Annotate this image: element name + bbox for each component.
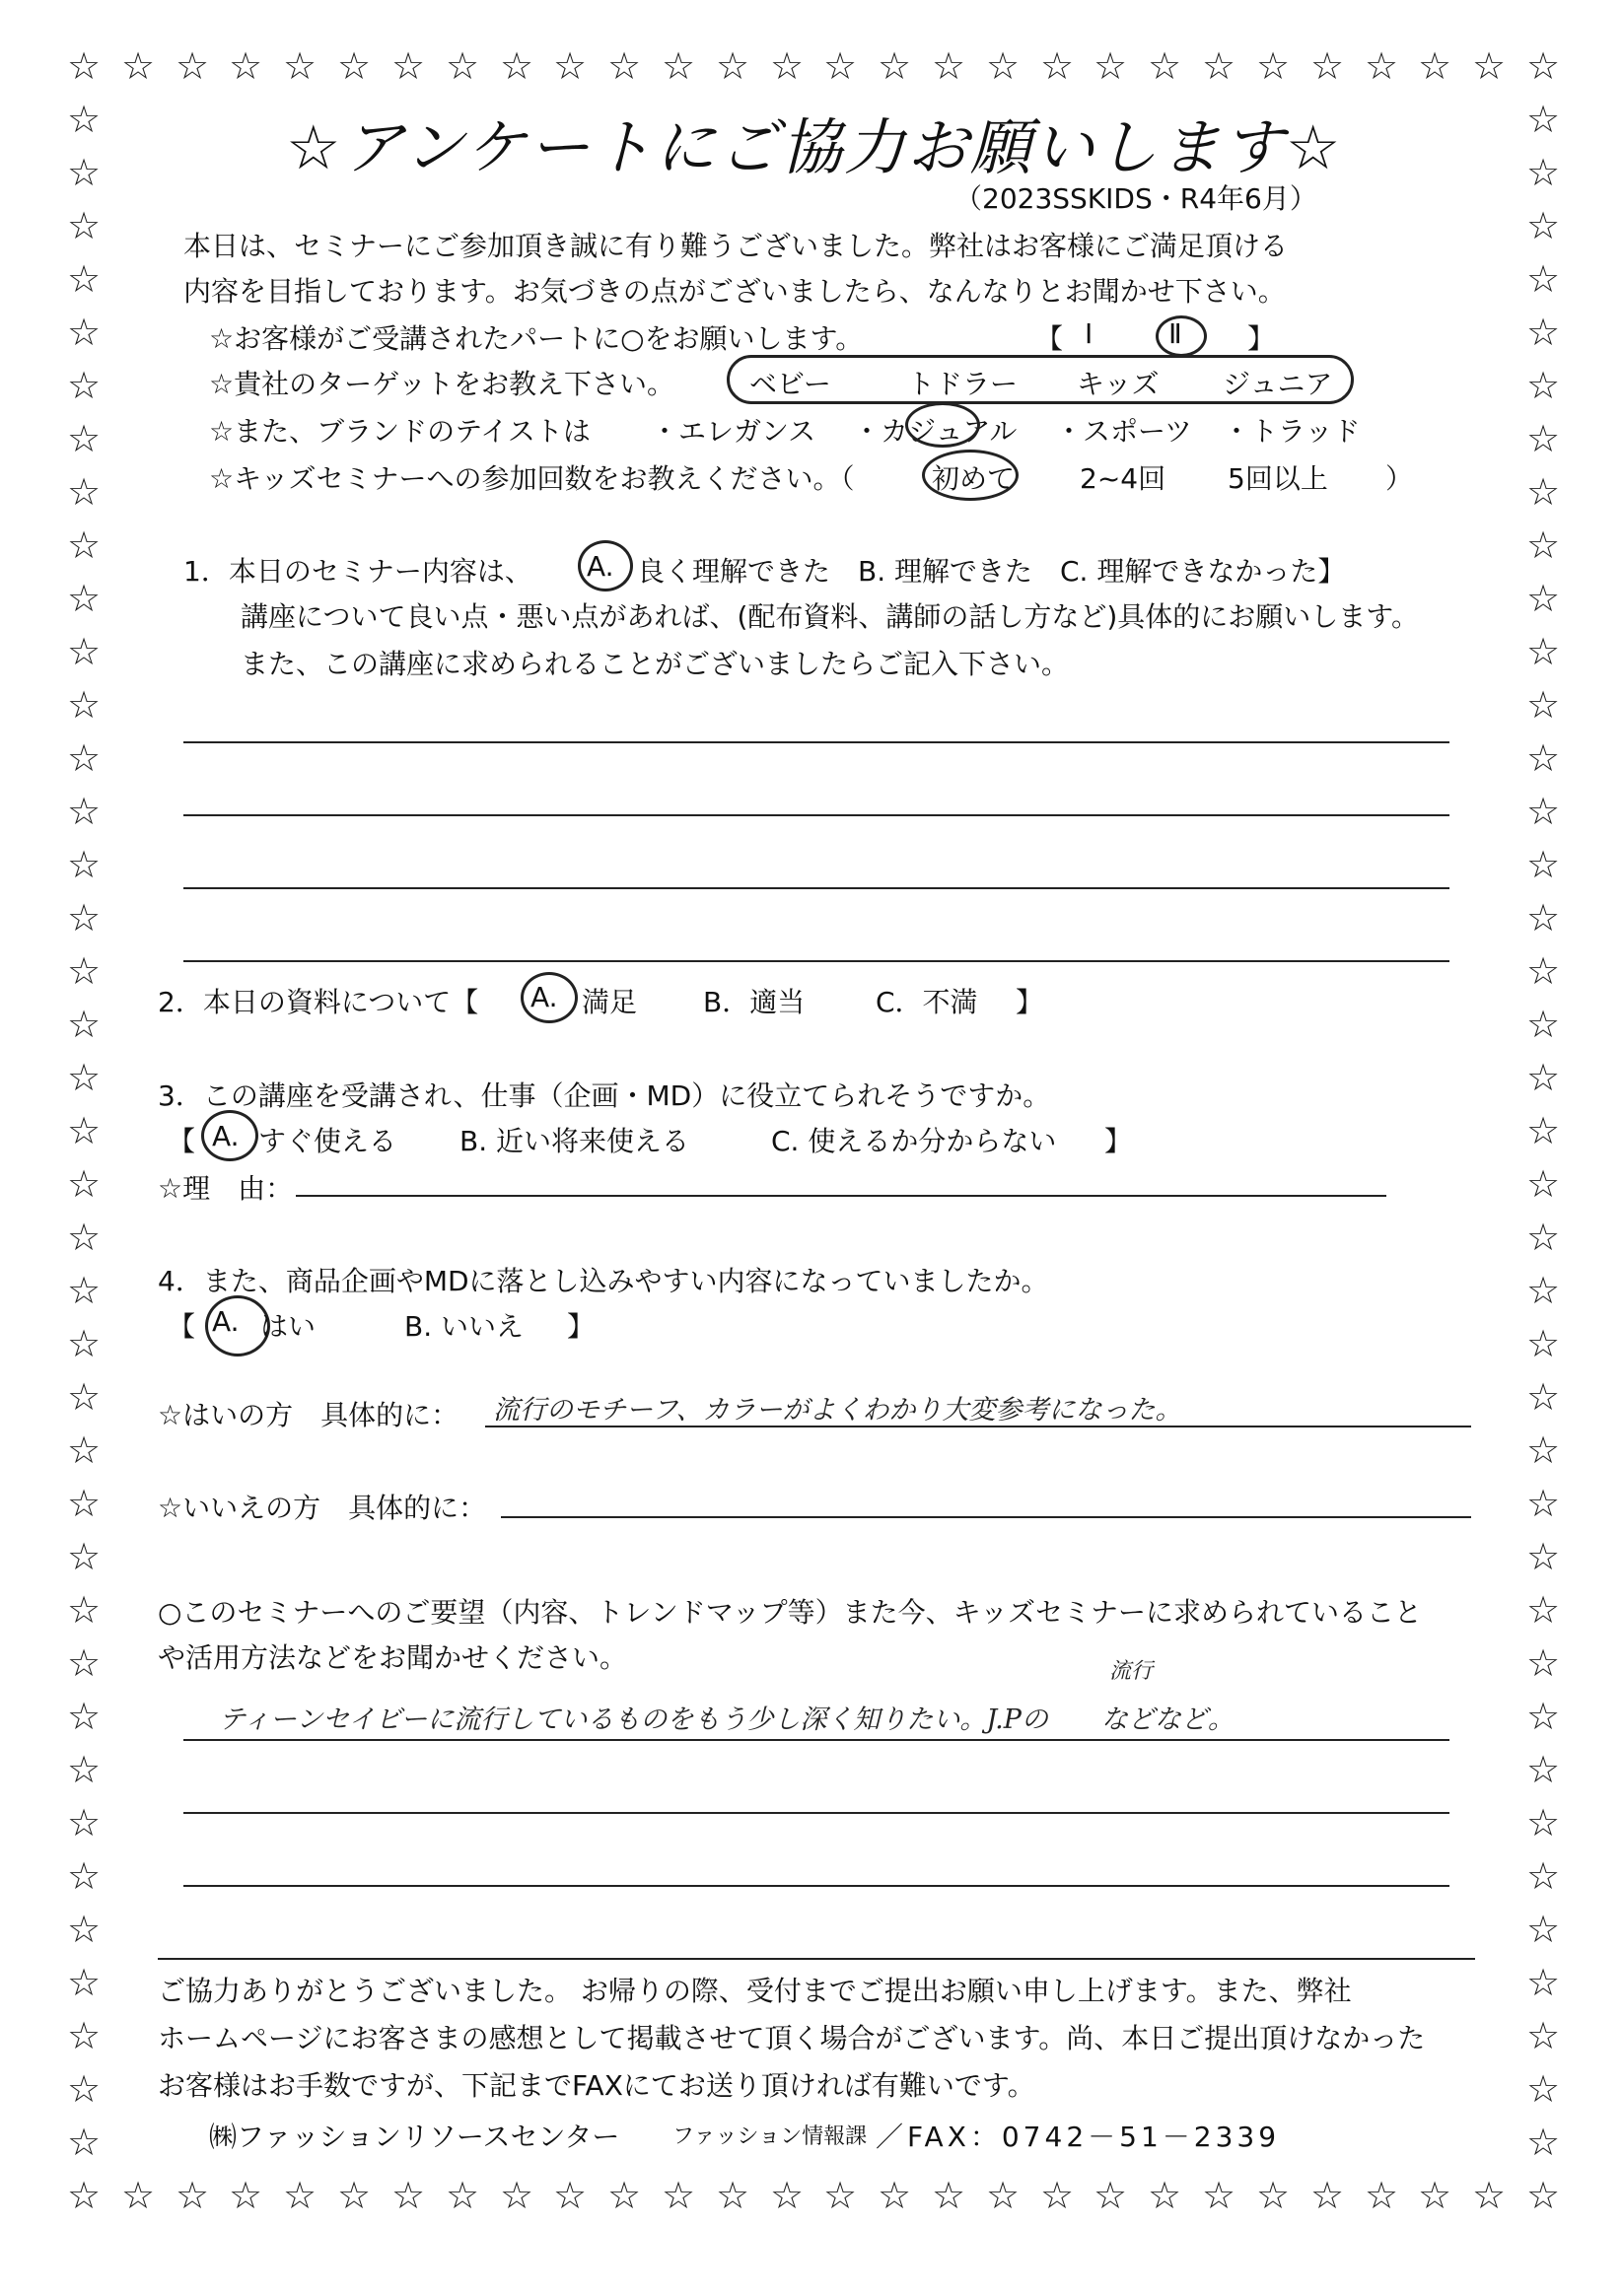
- border-star-icon: ☆: [67, 577, 102, 620]
- q4-yes-answer: 流行のモチーフ、カラーがよくわかり大変参考になった。: [493, 1395, 1182, 1426]
- request-line-c[interactable]: [183, 1885, 1449, 1887]
- border-star-icon: ☆: [932, 44, 966, 88]
- border-star-icon: ☆: [391, 2174, 426, 2217]
- border-star-icon: ☆: [1526, 2067, 1561, 2111]
- q4-close: 】: [567, 1310, 596, 1343]
- q4-option-a-label: はい: [260, 1310, 317, 1343]
- border-star-icon: ☆: [67, 790, 102, 833]
- part-option-2-circle: [1156, 315, 1207, 357]
- q1-answer-line-1[interactable]: [183, 741, 1449, 743]
- border-star-icon: ☆: [67, 364, 102, 407]
- border-star-icon: ☆: [1526, 843, 1561, 886]
- border-star-icon: ☆: [662, 44, 696, 88]
- q2-option-a[interactable]: A.: [530, 981, 558, 1013]
- part-bracket-close: 】: [1247, 322, 1276, 355]
- q4-yes-label: ☆はいの方 具体的に：: [158, 1399, 459, 1431]
- border-star-icon: ☆: [1526, 1695, 1561, 1738]
- border-star-icon: ☆: [1526, 1269, 1561, 1312]
- border-star-icon: ☆: [716, 44, 750, 88]
- border-star-icon: ☆: [1526, 1641, 1561, 1685]
- border-star-icon: ☆: [67, 2014, 102, 2057]
- border-star-icon: ☆: [67, 896, 102, 939]
- border-star-icon: ☆: [986, 44, 1021, 88]
- q4-open: 【: [168, 1310, 196, 1343]
- request-line-b[interactable]: [183, 1812, 1449, 1814]
- request-answer-note: 流行: [1109, 1659, 1154, 1684]
- border-star-icon: ☆: [607, 2174, 642, 2217]
- closing-divider: [158, 1958, 1475, 1960]
- border-star-icon: ☆: [67, 311, 102, 354]
- part-question-label: ☆お客様がご受講されたパートに○をお願いします。: [209, 322, 864, 355]
- q3-option-a-label: すぐ使える: [258, 1125, 397, 1157]
- border-star-icon: ☆: [446, 2174, 480, 2217]
- border-star-icon: ☆: [1526, 364, 1561, 407]
- border-star-icon: ☆: [1040, 44, 1075, 88]
- q4-option-a[interactable]: A.: [212, 1305, 240, 1338]
- border-star-icon: ☆: [67, 630, 102, 673]
- border-star-icon: ☆: [1094, 44, 1128, 88]
- border-star-icon: ☆: [823, 2174, 858, 2217]
- border-star-icon: ☆: [986, 2174, 1021, 2217]
- border-star-icon: ☆: [1526, 257, 1561, 301]
- border-star-icon: ☆: [67, 470, 102, 514]
- border-star-icon: ☆: [67, 1801, 102, 1844]
- border-star-icon: ☆: [1526, 1588, 1561, 1632]
- border-star-icon: ☆: [1472, 44, 1507, 88]
- footer-dept: ファッション情報課: [672, 2124, 868, 2149]
- page-title: ☆アンケートにご協力お願いします☆: [286, 111, 1343, 183]
- count-question-label: ☆キッズセミナーへの参加回数をお教えください。（: [209, 462, 855, 495]
- request-line-a[interactable]: [183, 1739, 1449, 1741]
- border-star-icon: ☆: [391, 44, 426, 88]
- q3-reason-line[interactable]: [296, 1195, 1386, 1197]
- border-star-icon: ☆: [1526, 577, 1561, 620]
- border-star-icon: ☆: [67, 1056, 102, 1099]
- border-star-icon: ☆: [1526, 204, 1561, 247]
- q1-answer-line-2[interactable]: [183, 814, 1449, 816]
- border-star-icon: ☆: [1365, 2174, 1399, 2217]
- border-star-icon: ☆: [1202, 2174, 1236, 2217]
- border-star-icon: ☆: [1526, 790, 1561, 833]
- border-star-icon: ☆: [67, 417, 102, 460]
- border-star-icon: ☆: [932, 2174, 966, 2217]
- border-star-icon: ☆: [67, 98, 102, 141]
- border-star-icon: ☆: [67, 151, 102, 194]
- border-star-icon: ☆: [1256, 2174, 1291, 2217]
- border-star-icon: ☆: [67, 843, 102, 886]
- closing-line-2: ホームページにお客さまの感想として掲載させて頂く場合がございます。尚、本日ご提出頂けなかった: [158, 2022, 1426, 2054]
- q3-option-b[interactable]: B. 近い将来使える: [459, 1125, 690, 1157]
- q2-option-c[interactable]: C．不満: [876, 986, 978, 1018]
- border-star-icon: ☆: [878, 2174, 912, 2217]
- border-star-icon: ☆: [67, 1269, 102, 1312]
- count-close: ）: [1385, 462, 1414, 495]
- q1-option-a[interactable]: A.: [587, 550, 614, 583]
- intro-line-1: 本日は、セミナーにご参加頂き誠に有り難うございました。弊社はお客様にご満足頂ける: [183, 230, 1289, 262]
- q3-question: 3．この講座を受講され、仕事（企画・MD）に役立てられそうですか。: [158, 1079, 1051, 1112]
- border-star-icon: ☆: [283, 2174, 318, 2217]
- border-star-icon: ☆: [67, 949, 102, 993]
- taste-question-label: ☆また、ブランドのテイストは: [209, 415, 591, 448]
- target-option-baby[interactable]: ベビー: [749, 368, 831, 400]
- part-option-2[interactable]: Ⅱ: [1168, 317, 1182, 350]
- q2-option-a-circle: [521, 972, 578, 1023]
- border-star-icon: ☆: [67, 1375, 102, 1419]
- border-star-icon: ☆: [67, 736, 102, 780]
- border-star-icon: ☆: [1526, 98, 1561, 141]
- border-star-icon: ☆: [67, 257, 102, 301]
- border-star-icon: ☆: [67, 1961, 102, 2004]
- border-star-icon: ☆: [1365, 44, 1399, 88]
- border-star-icon: ☆: [1526, 470, 1561, 514]
- q4-question: 4．また、商品企画やMDに落とし込みやすい内容になっていましたか。: [158, 1265, 1049, 1297]
- footer-fax: ／FAX：0742－51－2339: [876, 2121, 1281, 2153]
- border-star-icon: ☆: [662, 2174, 696, 2217]
- border-star-icon: ☆: [553, 44, 588, 88]
- border-star-icon: ☆: [67, 1162, 102, 1206]
- border-star-icon: ☆: [121, 44, 156, 88]
- border-star-icon: ☆: [67, 1908, 102, 1951]
- target-question-label: ☆貴社のターゲットをお教え下さい。: [209, 368, 674, 400]
- border-star-icon: ☆: [1418, 2174, 1452, 2217]
- border-star-icon: ☆: [1526, 311, 1561, 354]
- border-star-icon: ☆: [1526, 1535, 1561, 1578]
- border-star-icon: ☆: [67, 1428, 102, 1472]
- part-option-1[interactable]: Ⅰ: [1085, 317, 1094, 350]
- border-star-icon: ☆: [67, 1216, 102, 1259]
- border-star-icon: ☆: [500, 44, 534, 88]
- border-star-icon: ☆: [878, 44, 912, 88]
- border-star-icon: ☆: [1526, 1109, 1561, 1152]
- border-star-icon: ☆: [67, 1854, 102, 1898]
- border-star-icon: ☆: [500, 2174, 534, 2217]
- border-star-icon: ☆: [283, 44, 318, 88]
- q3-option-a-circle: [201, 1110, 258, 1161]
- border-star-icon: ☆: [67, 523, 102, 567]
- count-first-circle: [922, 450, 1019, 501]
- count-option-5plus[interactable]: 5回以上: [1228, 462, 1328, 495]
- border-star-icon: ☆: [121, 2174, 156, 2217]
- q1-options-rest: 良く理解できた B. 理解できた C. 理解できなかった】: [637, 555, 1346, 588]
- taste-option-trad[interactable]: ・トラッド: [1223, 415, 1361, 448]
- target-option-kids[interactable]: キッズ: [1077, 368, 1160, 400]
- q2-prefix: 2．本日の資料について【: [158, 986, 479, 1018]
- border-star-icon: ☆: [1526, 683, 1561, 727]
- border-star-icon: ☆: [553, 2174, 588, 2217]
- request-line-2: や活用方法などをお聞かせください。: [158, 1641, 628, 1674]
- survey-code: （2023SSKIDS・R4年6月）: [954, 182, 1317, 215]
- border-star-icon: ☆: [67, 1535, 102, 1578]
- count-option-first[interactable]: 初めて: [932, 462, 1016, 495]
- q3-option-a[interactable]: A.: [212, 1120, 240, 1152]
- q2-option-b[interactable]: B．適当: [703, 986, 806, 1018]
- border-star-icon: ☆: [1526, 1961, 1561, 2004]
- q1-prefix: 1．本日のセミナー内容は、: [183, 555, 532, 588]
- border-star-icon: ☆: [1526, 44, 1561, 88]
- border-star-icon: ☆: [1472, 2174, 1507, 2217]
- border-star-icon: ☆: [1202, 44, 1236, 88]
- border-star-icon: ☆: [1526, 1375, 1561, 1419]
- border-star-icon: ☆: [1526, 523, 1561, 567]
- border-star-icon: ☆: [67, 683, 102, 727]
- border-star-icon: ☆: [67, 1641, 102, 1685]
- border-star-icon: ☆: [1040, 2174, 1075, 2217]
- border-star-icon: ☆: [1526, 1162, 1561, 1206]
- taste-option-casual[interactable]: ・カジュアル: [853, 415, 1018, 448]
- border-star-icon: ☆: [67, 2067, 102, 2111]
- q1-answer-line-3[interactable]: [183, 887, 1449, 889]
- taste-option-elegance[interactable]: ・エレガンス: [651, 415, 816, 448]
- q4-no-line[interactable]: [501, 1516, 1471, 1518]
- border-star-icon: ☆: [67, 204, 102, 247]
- taste-casual-circle: [905, 402, 980, 448]
- border-star-icon: ☆: [446, 44, 480, 88]
- border-star-icon: ☆: [823, 44, 858, 88]
- footer-company: ㈱ファッションリソースセンター: [209, 2121, 620, 2153]
- border-star-icon: ☆: [67, 44, 102, 88]
- border-star-icon: ☆: [1526, 736, 1561, 780]
- border-star-icon: ☆: [176, 2174, 210, 2217]
- q1-answer-line-4[interactable]: [183, 960, 1449, 962]
- border-star-icon: ☆: [716, 2174, 750, 2217]
- border-star-icon: ☆: [1310, 2174, 1345, 2217]
- border-star-icon: ☆: [1418, 44, 1452, 88]
- border-star-icon: ☆: [1526, 1322, 1561, 1365]
- q1-option-a-circle: [578, 540, 633, 591]
- border-star-icon: ☆: [1148, 44, 1182, 88]
- border-star-icon: ☆: [67, 2121, 102, 2164]
- q3-reason-label: ☆理 由：: [158, 1172, 294, 1205]
- target-option-toddler[interactable]: トドラー: [907, 368, 1019, 400]
- border-star-icon: ☆: [1526, 1748, 1561, 1791]
- count-option-2-4[interactable]: 2~4回: [1080, 462, 1166, 495]
- border-star-icon: ☆: [1256, 44, 1291, 88]
- border-star-icon: ☆: [1310, 44, 1345, 88]
- border-star-icon: ☆: [1526, 896, 1561, 939]
- border-star-icon: ☆: [337, 2174, 372, 2217]
- q1-line-2: 講座について良い点・悪い点があれば、(配布資料、講師の話し方など)具体的にお願いします。: [241, 600, 1420, 633]
- border-star-icon: ☆: [67, 1748, 102, 1791]
- border-star-icon: ☆: [67, 1588, 102, 1632]
- border-star-icon: ☆: [770, 2174, 805, 2217]
- q3-close: 】: [1104, 1125, 1133, 1157]
- q2-close: 】: [1016, 986, 1044, 1018]
- border-star-icon: ☆: [1526, 1003, 1561, 1046]
- q4-option-b[interactable]: B. いいえ: [404, 1310, 525, 1343]
- q4-no-label: ☆いいえの方 具体的に：: [158, 1492, 487, 1524]
- border-star-icon: ☆: [1526, 1428, 1561, 1472]
- q3-open: 【: [168, 1125, 196, 1157]
- border-star-icon: ☆: [1526, 1056, 1561, 1099]
- request-answer: ティーンセイビーに流行しているものをもう少し深く知りたい。J.Pの などなど。: [219, 1705, 1235, 1735]
- intro-line-2: 内容を目指しております。お気づきの点がございましたら、なんなりとお聞かせ下さい。: [183, 275, 1286, 308]
- border-star-icon: ☆: [1526, 2174, 1561, 2217]
- border-star-icon: ☆: [1526, 1908, 1561, 1951]
- border-star-icon: ☆: [770, 44, 805, 88]
- border-star-icon: ☆: [337, 44, 372, 88]
- closing-line-1: ご協力ありがとうございました。 お帰りの際、受付までご提出お願い申し上げます。また、弊社: [158, 1975, 1352, 2007]
- request-line-1: ○このセミナーへのご要望（内容、トレンドマップ等）また今、キッズセミナーに求められていること: [158, 1596, 1423, 1629]
- q1-line-3: また、この講座に求められることがございましたらご記入下さい。: [241, 648, 1070, 680]
- border-star-icon: ☆: [229, 44, 263, 88]
- border-star-icon: ☆: [1526, 1801, 1561, 1844]
- border-star-icon: ☆: [607, 44, 642, 88]
- closing-line-3: お客様はお手数ですが、下記までFAXにてお送り頂ければ有難いです。: [158, 2069, 1035, 2102]
- border-star-icon: ☆: [1526, 949, 1561, 993]
- border-star-icon: ☆: [1526, 2014, 1561, 2057]
- border-star-icon: ☆: [67, 1322, 102, 1365]
- q2-option-a-label: 満足: [582, 986, 638, 1018]
- target-option-junior[interactable]: ジュニア: [1223, 368, 1333, 400]
- border-star-icon: ☆: [67, 1482, 102, 1525]
- border-star-icon: ☆: [1094, 2174, 1128, 2217]
- q4-yes-line[interactable]: [485, 1426, 1471, 1427]
- part-bracket-open: 【: [1035, 322, 1064, 355]
- border-star-icon: ☆: [67, 1109, 102, 1152]
- border-star-icon: ☆: [176, 44, 210, 88]
- border-star-icon: ☆: [67, 1695, 102, 1738]
- border-star-icon: ☆: [67, 2174, 102, 2217]
- border-star-icon: ☆: [1526, 1854, 1561, 1898]
- border-star-icon: ☆: [1148, 2174, 1182, 2217]
- border-star-icon: ☆: [1526, 1216, 1561, 1259]
- taste-option-sports[interactable]: ・スポーツ: [1055, 415, 1192, 448]
- border-star-icon: ☆: [67, 1003, 102, 1046]
- border-star-icon: ☆: [1526, 2121, 1561, 2164]
- border-star-icon: ☆: [229, 2174, 263, 2217]
- q3-option-c[interactable]: C. 使えるか分からない: [771, 1125, 1057, 1157]
- border-star-icon: ☆: [1526, 151, 1561, 194]
- border-star-icon: ☆: [1526, 417, 1561, 460]
- border-star-icon: ☆: [1526, 1482, 1561, 1525]
- border-star-icon: ☆: [1526, 630, 1561, 673]
